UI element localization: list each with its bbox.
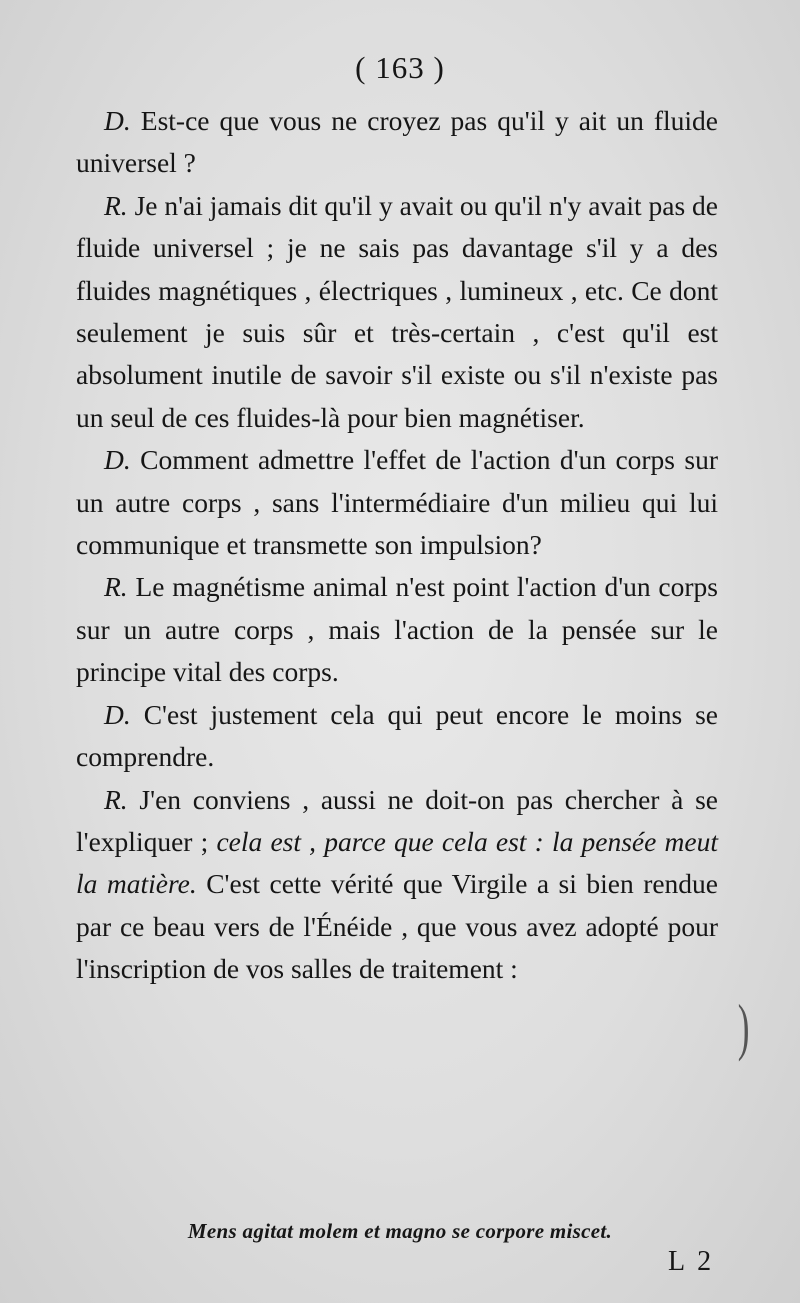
- speaker-label: D.: [104, 444, 131, 476]
- speaker-label: R.: [104, 571, 128, 603]
- italic-emphasis: cela est , parce que cela est : la pensée meut la matière.: [76, 825, 718, 900]
- paragraph-text: C'est cette vérité que Virgile a si bien rendue par ce beau vers de l'Énéide , que vous avez adopté pour l'inscription de vos salles de traitement :: [76, 868, 719, 985]
- speaker-label: R.: [104, 189, 128, 221]
- paragraph-text: J'en conviens , aussi ne doit-on pas chercher à se l'expliquer ;: [76, 783, 718, 857]
- speaker-label: D.: [104, 105, 131, 136]
- signature-mark: L 2: [668, 1246, 715, 1277]
- paragraph-question-2: [76, 439, 718, 566]
- latin-quote: Mens agitat molem et magno se corpore miscet.: [187, 1219, 613, 1243]
- paragraph-answer-1: [76, 185, 718, 439]
- page-number: ( 163 ): [355, 50, 445, 85]
- paragraph-text: C'est justement cela qui peut encore le moins se comprendre.: [76, 698, 718, 773]
- speaker-label: D.: [104, 698, 131, 730]
- paragraph-answer-3: [76, 779, 718, 991]
- paragraph-text: Est-ce que vous ne croyez pas qu'il y ait un fluide universel ?: [76, 105, 718, 179]
- paragraph-question-3: [76, 694, 718, 779]
- speaker-label: R.: [104, 783, 128, 815]
- body-text: [76, 100, 718, 991]
- paragraph-text: Comment admettre l'effet de l'action d'un corps sur un autre corps , sans l'intermédiaire d'un milieu qui lui communique et transmette son impulsion?: [76, 444, 718, 561]
- paragraph-text: Le magnétisme animal n'est point l'action d'un corps sur un autre corps , mais l'action de la pensée sur le principe vital des corps.: [76, 571, 718, 688]
- paragraph-text: Je n'ai jamais dit qu'il y avait ou qu'il n'y avait pas de fluide universel ; je ne sais pas davantage s'il y a des fluides magnétiques , électriques , lumineux , etc. Ce dont seulement je suis sûr et très-certain , c'est qu'il est absolument inutile de savoir s'il existe ou s'il n'existe pas un seul de ces fluides-là pour bien magnétiser.: [76, 189, 719, 433]
- paragraph-answer-2: [76, 566, 718, 693]
- paragraph-question-1: [76, 100, 718, 185]
- margin-mark: ): [737, 991, 750, 1062]
